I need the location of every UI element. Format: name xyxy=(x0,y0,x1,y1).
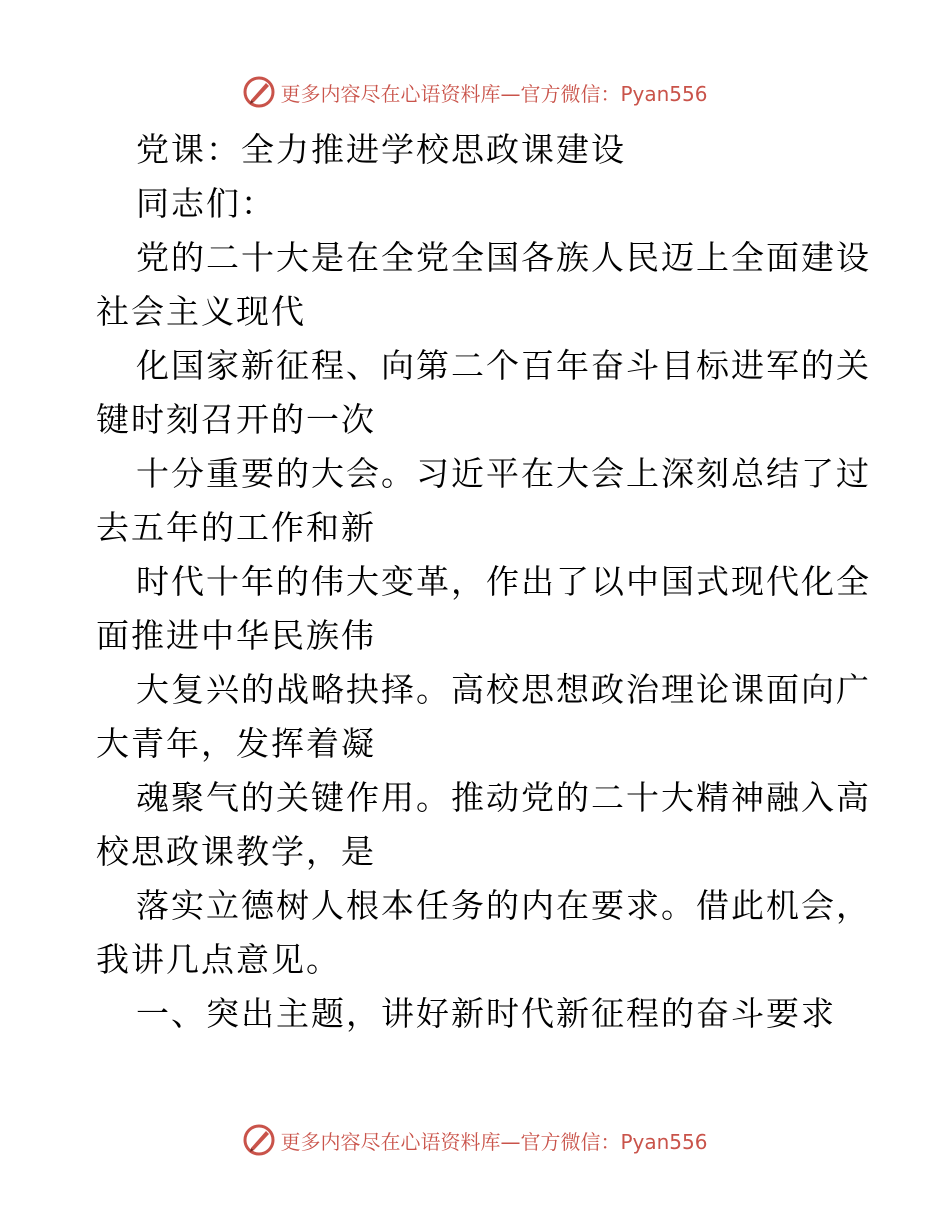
paragraph-line: 党的二十大是在全党全国各族人民迈上全面建设 xyxy=(136,238,871,277)
paragraph-line: 落实立德树人根本任务的内在要求。借此机会， xyxy=(136,886,871,925)
paragraph-line: 面推进中华民族伟 xyxy=(96,616,376,655)
watermark-text: 更多内容尽在心语资料库—官方微信：Pyan556 xyxy=(280,81,708,106)
paragraph-line: 魂聚气的关键作用。推动党的二十大精神融入高 xyxy=(136,778,871,817)
paragraph-line: 社会主义现代 xyxy=(96,292,306,331)
paragraph-line: 我讲几点意见。 xyxy=(96,940,341,979)
salutation: 同志们： xyxy=(136,184,276,223)
paragraph-line: 键时刻召开的一次 xyxy=(96,400,376,439)
paragraph-line: 十分重要的大会。习近平在大会上深刻总结了过 xyxy=(136,454,871,493)
paragraph-line: 化国家新征程、向第二个百年奋斗目标进军的关 xyxy=(136,346,871,385)
paragraph-line: 去五年的工作和新 xyxy=(96,508,376,547)
header-watermark xyxy=(0,72,950,112)
paragraph-line: 大复兴的战略抉择。高校思想政治理论课面向广 xyxy=(136,670,871,709)
document-title: 党课：全力推进学校思政课建设 xyxy=(136,130,626,169)
footer-watermark xyxy=(0,1120,950,1160)
pen-logo-icon xyxy=(242,1123,276,1157)
watermark-text: 更多内容尽在心语资料库—官方微信：Pyan556 xyxy=(280,1129,708,1154)
paragraph-line: 时代十年的伟大变革，作出了以中国式现代化全 xyxy=(136,562,871,601)
paragraph-line: 校思政课教学，是 xyxy=(96,832,376,871)
section-heading: 一、突出主题，讲好新时代新征程的奋斗要求 xyxy=(136,994,836,1033)
paragraph-line: 大青年，发挥着凝 xyxy=(96,724,376,763)
document-body xyxy=(96,123,871,1041)
pen-logo-icon xyxy=(242,75,276,109)
